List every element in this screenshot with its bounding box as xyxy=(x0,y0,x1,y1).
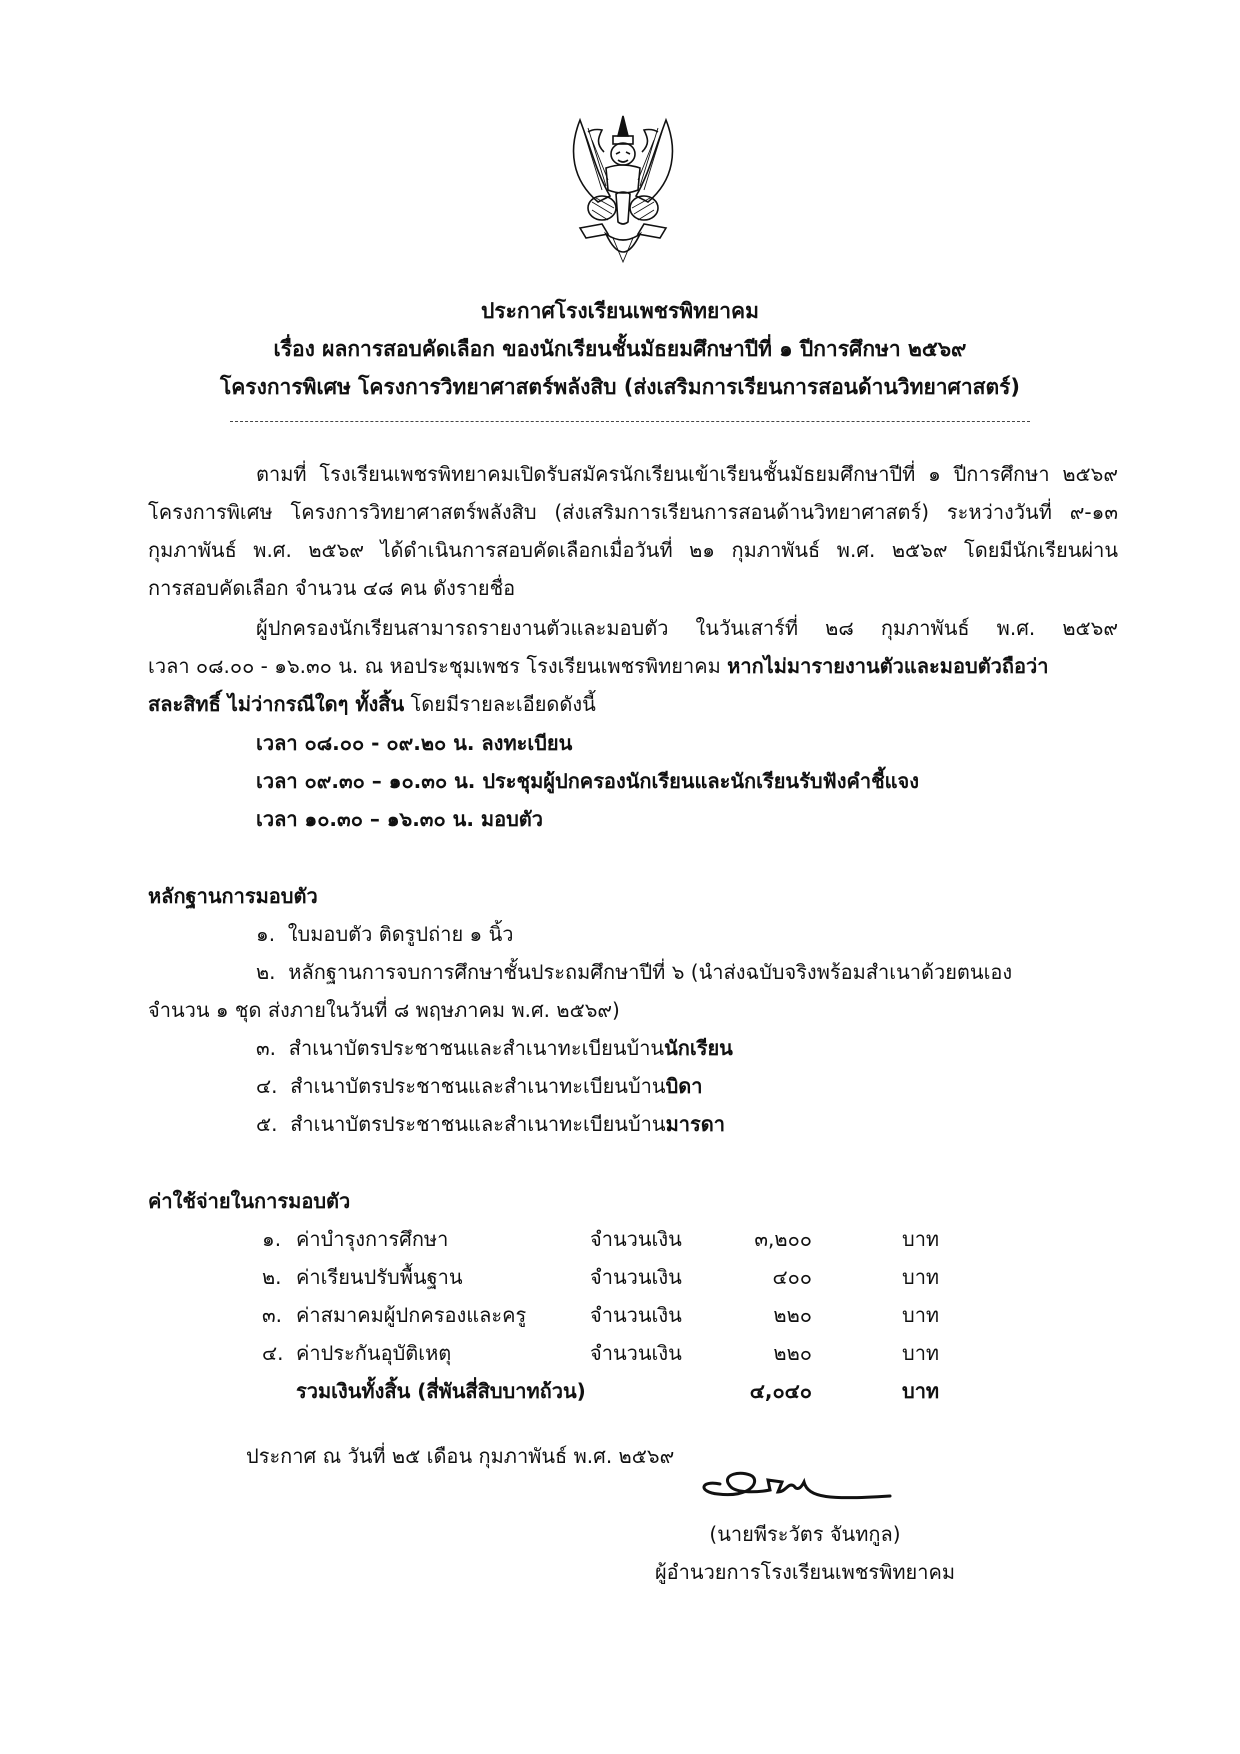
announce-date: ประกาศ ณ วันที่ ๒๕ เดือน กุมภาพันธ์ พ.ศ. ๒๕๖๙ xyxy=(246,1444,675,1468)
fees-heading: ค่าใช้จ่ายในการมอบตัว xyxy=(148,1189,351,1213)
garuda-emblem-icon xyxy=(558,110,688,270)
schedule-item-enrollment: เวลา ๑๐.๓๐ – ๑๖.๓๐ น. มอบตัว xyxy=(256,807,543,831)
para2-line3-bold: สละสิทธิ์ ไม่ว่ากรณีใดๆ ทั้งสิ้น xyxy=(148,692,405,716)
para2-line2-normal: เวลา ๐๘.๐๐ - ๑๖.๓๐ น. ณ หอประชุมเพชร โรงเรียนเพชรพิทยาคม xyxy=(148,654,728,678)
evidence-item-text: สำเนาบัตรประชาชนและสำเนาทะเบียนบ้าน xyxy=(288,1036,665,1060)
fee-amount: ๔๐๐ xyxy=(772,1265,812,1289)
para2-line2 xyxy=(148,650,1118,682)
fee-amount: ๒๒๐ xyxy=(773,1341,812,1365)
evidence-item-number: ๓. xyxy=(256,1036,277,1060)
fee-name: ค่าประกันอุบัติเหตุ xyxy=(296,1341,452,1365)
fee-row xyxy=(262,1299,962,1329)
fee-number: ๑. xyxy=(262,1227,282,1251)
fee-amount: ๓,๒๐๐ xyxy=(754,1227,812,1251)
separator-dashed-line xyxy=(230,421,1030,422)
schedule-item-meeting: เวลา ๐๙.๓๐ – ๑๐.๓๐ น. ประชุมผู้ปกครองนักเรียนและนักเรียนรับฟังคำชี้แจง xyxy=(256,769,920,793)
fee-number: ๔. xyxy=(262,1341,284,1365)
fee-amount-label: จำนวนเงิน xyxy=(590,1265,682,1289)
evidence-item-4 xyxy=(256,1070,702,1102)
evidence-item-emphasis: นักเรียน xyxy=(664,1036,733,1060)
fee-name: ค่าบำรุงการศึกษา xyxy=(296,1227,449,1251)
announcement-project: โครงการพิเศษ โครงการวิทยาศาสตร์พลังสิบ (ส่งเสริมการเรียนการสอนด้านวิทยาศาสตร์) xyxy=(219,375,1021,399)
announcement-subject: เรื่อง ผลการสอบคัดเลือก ของนักเรียนชั้นมัธยมศึกษาปีที่ ๑ ปีการศึกษา ๒๕๖๙ xyxy=(273,337,967,361)
para1-line2: โครงการพิเศษ โครงการวิทยาศาสตร์พลังสิบ (ส่งเสริมการเรียนการสอนด้านวิทยาศาสตร์) ระหว่างวันที่ ๙-๑๓ xyxy=(148,500,1118,524)
evidence-item-1 xyxy=(256,918,514,950)
fee-row xyxy=(262,1261,962,1291)
fee-unit: บาท xyxy=(902,1227,940,1251)
para1-line3: กุมภาพันธ์ พ.ศ. ๒๕๖๙ ได้ดำเนินการสอบคัดเลือกเมื่อวันที่ ๒๑ กุมภาพันธ์ พ.ศ. ๒๕๖๙ โดยมีนักเรียนผ่าน xyxy=(148,538,1118,562)
para2-line3 xyxy=(148,688,596,720)
fee-amount: ๒๒๐ xyxy=(773,1303,812,1327)
fee-unit: บาท xyxy=(902,1303,940,1327)
evidence-item-text: หลักฐานการจบการศึกษาชั้นประถมศึกษาปีที่ ๖ (นำส่งฉบับจริงพร้อมสำเนาด้วยตนเอง xyxy=(288,960,1013,984)
signer-position: ผู้อำนวยการโรงเรียนเพชรพิทยาคม xyxy=(654,1560,956,1584)
evidence-item-text: ใบมอบตัว ติดรูปถ่าย ๑ นิ้ว xyxy=(287,922,514,946)
evidence-item-number: ๑. xyxy=(256,922,276,946)
announcement-title: ประกาศโรงเรียนเพชรพิทยาคม xyxy=(481,299,759,323)
fee-name: ค่าสมาคมผู้ปกครองและครู xyxy=(296,1303,527,1327)
fee-amount-label: จำนวนเงิน xyxy=(590,1227,682,1251)
para2-line2-bold: หากไม่มารายงานตัวและมอบตัวถือว่า xyxy=(727,654,1049,678)
evidence-item-3 xyxy=(256,1032,733,1064)
fee-total-label: รวมเงินทั้งสิ้น (สี่พันสี่สิบบาทถ้วน) xyxy=(296,1379,586,1403)
evidence-item-text: สำเนาบัตรประชาชนและสำเนาทะเบียนบ้าน xyxy=(290,1074,666,1098)
para1-line4: การสอบคัดเลือก จำนวน ๔๘ คน ดังรายชื่อ xyxy=(148,576,516,600)
fee-name: ค่าเรียนปรับพื้นฐาน xyxy=(296,1265,463,1289)
evidence-item-emphasis: มารดา xyxy=(665,1112,725,1136)
evidence-heading: หลักฐานการมอบตัว xyxy=(148,884,318,908)
signature-icon xyxy=(690,1462,910,1512)
evidence-item-number: ๕. xyxy=(256,1112,278,1136)
evidence-item-2 xyxy=(256,956,1012,988)
evidence-item-5 xyxy=(256,1108,725,1140)
schedule-item-registration: เวลา ๐๘.๐๐ - ๐๙.๒๐ น. ลงทะเบียน xyxy=(256,731,573,755)
evidence-item-text: สำเนาบัตรประชาชนและสำเนาทะเบียนบ้าน xyxy=(290,1112,666,1136)
para2-line3-normal: โดยมีรายละเอียดดังนี้ xyxy=(404,692,596,716)
para2-line1: ผู้ปกครองนักเรียนสามารถรายงานตัวและมอบตัว ในวันเสาร์ที่ ๒๘ กุมภาพันธ์ พ.ศ. ๒๕๖๙ xyxy=(256,616,1118,640)
evidence-item-number: ๔. xyxy=(256,1074,278,1098)
fee-row xyxy=(262,1337,962,1367)
fee-unit: บาท xyxy=(902,1341,940,1365)
fee-number: ๒. xyxy=(262,1265,282,1289)
fee-number: ๓. xyxy=(262,1303,283,1327)
para1-line1: ตามที่ โรงเรียนเพชรพิทยาคมเปิดรับสมัครนักเรียนเข้าเรียนชั้นมัธยมศึกษาปีที่ ๑ ปีการศึกษา ๒๕๖๙ xyxy=(256,462,1118,486)
fee-total-row xyxy=(262,1375,962,1405)
fee-amount-label: จำนวนเงิน xyxy=(590,1341,682,1365)
signer-name: (นายพีระวัตร จันทกูล) xyxy=(709,1522,901,1546)
fee-amount-label: จำนวนเงิน xyxy=(590,1303,682,1327)
fee-total-amount: ๔,๐๔๐ xyxy=(749,1379,812,1403)
fee-unit: บาท xyxy=(902,1379,940,1403)
evidence-item-number: ๒. xyxy=(256,960,276,984)
fee-row xyxy=(262,1223,962,1253)
evidence-item-2-continuation: จำนวน ๑ ชุด ส่งภายในวันที่ ๘ พฤษภาคม พ.ศ. ๒๕๖๙) xyxy=(148,998,620,1022)
fee-unit: บาท xyxy=(902,1265,940,1289)
evidence-item-emphasis: บิดา xyxy=(665,1074,703,1098)
